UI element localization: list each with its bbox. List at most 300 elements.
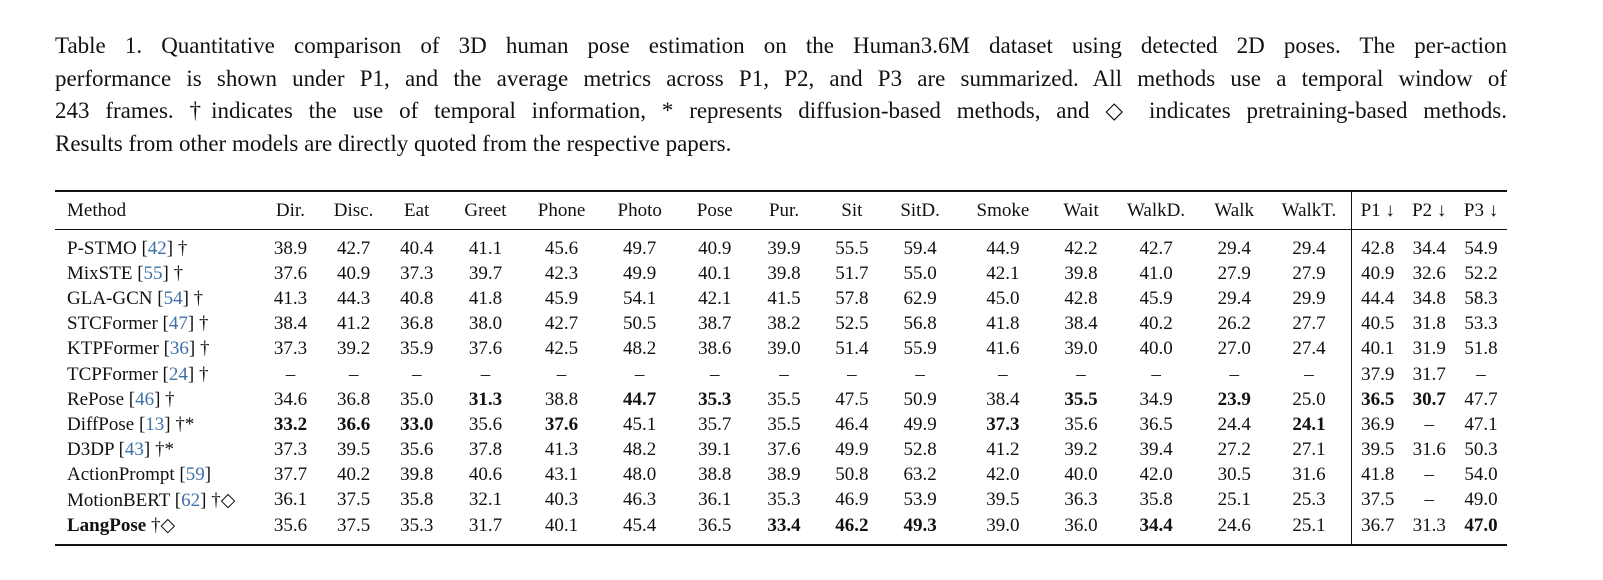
value-cell: 24.4 <box>1217 413 1251 435</box>
value-cell: 37.3 <box>400 262 434 284</box>
value-cell: 47.1 <box>1464 413 1498 435</box>
table-row <box>55 230 1507 262</box>
value-cell: 25.1 <box>1292 514 1326 536</box>
value-cell: 45.0 <box>986 287 1020 309</box>
results-table <box>55 190 1507 546</box>
value-cell: 36.1 <box>273 489 308 511</box>
value-cell: 37.9 <box>1352 362 1404 387</box>
value-cell: 31.6 <box>1292 464 1326 486</box>
value-cell: 49.9 <box>835 439 869 461</box>
method-marker: † <box>168 262 184 284</box>
value-cell: 45.6 <box>544 237 579 259</box>
value-cell: – <box>480 363 491 385</box>
value-cell: 40.4 <box>400 237 434 259</box>
value-cell: 46.2 <box>835 514 869 536</box>
value-cell: 40.2 <box>336 464 371 486</box>
column-header: Sit <box>841 199 863 221</box>
value-cell: 27.2 <box>1217 439 1251 461</box>
value-cell: 34.9 <box>1139 388 1173 410</box>
method-cell: GLA-GCN [54] † <box>67 287 204 309</box>
value-cell: 41.5 <box>767 287 801 309</box>
value-cell: – <box>348 363 359 385</box>
value-cell: 37.6 <box>767 439 801 461</box>
value-cell: 30.7 <box>1412 388 1446 410</box>
value-cell: 57.8 <box>835 287 869 309</box>
value-cell: 36.8 <box>400 313 434 335</box>
method-name: TCPFormer <box>67 363 158 385</box>
method-name: MotionBERT <box>67 489 171 511</box>
table-row <box>55 286 1507 311</box>
value-cell: 40.1 <box>544 514 579 536</box>
value-cell: 33.2 <box>273 413 308 435</box>
caption-line: 243 frames. †indicates the use of temporal information, * represents diffusion-based methods, and ◇ indicates pretraining-based methods. <box>55 98 1507 123</box>
value-cell: 39.5 <box>986 489 1020 511</box>
citation-link[interactable]: 13 <box>145 413 165 435</box>
citation-link[interactable]: 59 <box>185 464 205 486</box>
value-cell: 44.7 <box>623 388 657 410</box>
value-cell: – <box>556 363 567 385</box>
value-cell: 50.5 <box>623 313 657 335</box>
table-row <box>55 513 1507 545</box>
value-cell: 34.4 <box>1139 514 1173 536</box>
method-marker: † <box>195 338 210 360</box>
value-cell: 34.4 <box>1412 237 1446 259</box>
method-cell <box>55 513 259 545</box>
value-cell: 38.6 <box>698 338 732 360</box>
value-cell: 42.1 <box>698 287 732 309</box>
value-cell: 49.3 <box>903 514 937 536</box>
value-cell: 33.4 <box>767 514 801 536</box>
value-cell: 31.7 <box>1412 363 1446 385</box>
value-cell: – <box>1424 489 1434 511</box>
value-cell: 35.5 <box>1064 388 1098 410</box>
value-cell: – <box>1424 464 1434 486</box>
method-cell: STCFormer [47] † <box>67 313 209 335</box>
value-cell: 27.0 <box>1217 338 1251 360</box>
method-name: GLA-GCN <box>67 287 153 309</box>
table-row <box>55 488 1507 513</box>
value-cell: 40.9 <box>336 262 371 284</box>
citation-link[interactable]: 55 <box>143 262 163 284</box>
value-cell: 29.4 <box>1292 237 1326 259</box>
value-cell: 25.1 <box>1217 489 1251 511</box>
value-cell: 41.2 <box>986 439 1020 461</box>
value-cell: 50.3 <box>1464 439 1498 461</box>
value-cell: 36.8 <box>336 388 371 410</box>
value-cell: 47.7 <box>1464 388 1498 410</box>
value-cell: 36.1 <box>698 489 732 511</box>
value-cell: 37.7 <box>273 464 308 486</box>
value-cell: 59.4 <box>903 237 937 259</box>
value-cell: 40.9 <box>698 237 732 259</box>
value-cell: 24.1 <box>1292 413 1326 435</box>
value-cell: 41.8 <box>986 313 1020 335</box>
method-cell: ActionPrompt [59] <box>67 464 212 486</box>
column-header: Pur. <box>768 199 800 221</box>
method-marker: †* <box>150 439 174 461</box>
value-cell: 35.8 <box>400 489 434 511</box>
value-cell: 23.9 <box>1217 388 1251 410</box>
value-cell: 39.0 <box>1064 338 1098 360</box>
value-cell: 27.9 <box>1217 262 1251 284</box>
value-cell: 39.5 <box>336 439 371 461</box>
value-cell: 36.5 <box>1352 387 1404 412</box>
caption-line: Table 1. Quantitative comparison of 3D human pose estimation on the Human3.6M dataset using detected 2D poses. The per-action <box>55 33 1507 58</box>
table-caption <box>55 30 1507 160</box>
value-cell: 49.9 <box>903 413 937 435</box>
value-cell: 43.1 <box>544 464 579 486</box>
column-header: Pose <box>696 199 733 221</box>
value-cell: 38.9 <box>273 237 308 259</box>
value-cell: 34.8 <box>1412 287 1446 309</box>
value-cell: 38.9 <box>767 464 801 486</box>
value-cell: 49.0 <box>1464 489 1498 511</box>
value-cell: 42.7 <box>1139 237 1173 259</box>
method-name: DiffPose <box>67 413 135 435</box>
value-cell: – <box>1476 363 1486 385</box>
value-cell: 45.9 <box>1139 287 1173 309</box>
value-cell: 39.4 <box>1139 439 1173 461</box>
citation-link[interactable]: 24 <box>168 363 188 385</box>
column-header: Wait <box>1063 199 1099 221</box>
column-header: Dir. <box>275 199 305 221</box>
column-header: WalkD. <box>1127 199 1186 221</box>
value-cell: 53.9 <box>903 489 937 511</box>
citation-link[interactable]: 47 <box>168 313 188 335</box>
value-cell: 41.1 <box>468 237 503 259</box>
method-name: ActionPrompt <box>67 464 175 486</box>
value-cell: 26.2 <box>1217 313 1251 335</box>
value-cell: 41.2 <box>336 313 371 335</box>
value-cell: 35.5 <box>767 413 801 435</box>
value-cell: 42.5 <box>544 338 579 360</box>
value-cell: 46.9 <box>835 489 869 511</box>
value-cell: 35.9 <box>400 338 434 360</box>
value-cell: – <box>634 363 645 385</box>
value-cell: 52.5 <box>835 313 869 335</box>
value-cell: 40.8 <box>400 287 434 309</box>
value-cell: 54.1 <box>623 287 657 309</box>
value-cell: 50.9 <box>903 388 937 410</box>
citation-link[interactable]: 43 <box>124 439 144 461</box>
value-cell: 45.4 <box>623 514 657 536</box>
caption-line: Results from other models are directly quoted from the respective papers. <box>55 130 732 156</box>
value-cell: 25.3 <box>1292 489 1326 511</box>
value-cell: 37.3 <box>986 413 1020 435</box>
value-cell: 49.9 <box>623 262 657 284</box>
value-cell: 35.8 <box>1139 489 1173 511</box>
value-cell: 33.0 <box>400 413 434 435</box>
value-cell: 40.1 <box>1352 337 1404 362</box>
table-row <box>55 463 1507 488</box>
value-cell: 42.8 <box>1352 230 1404 262</box>
value-cell: 48.2 <box>623 439 657 461</box>
value-cell: 36.0 <box>1064 514 1098 536</box>
method-name: MixSTE <box>67 262 133 284</box>
value-cell: – <box>1229 363 1239 385</box>
method-cell: MixSTE [55] † <box>67 262 184 284</box>
value-cell: 39.7 <box>468 262 503 284</box>
value-cell: – <box>1304 363 1314 385</box>
value-cell: 36.7 <box>1352 513 1404 545</box>
value-cell: 30.5 <box>1217 464 1251 486</box>
table-row <box>55 387 1507 412</box>
value-cell: – <box>411 363 422 385</box>
method-marker: † <box>160 388 175 410</box>
value-cell: 35.3 <box>767 489 801 511</box>
method-cell: KTPFormer [36] † <box>67 338 210 360</box>
value-cell: 36.6 <box>336 413 371 435</box>
value-cell: 27.9 <box>1292 262 1326 284</box>
value-cell: 42.0 <box>1139 464 1173 486</box>
column-header: Walk <box>1214 199 1254 221</box>
value-cell: 27.1 <box>1292 439 1326 461</box>
method-marker: †* <box>170 413 195 435</box>
value-cell: – <box>915 363 925 385</box>
value-cell: 27.4 <box>1292 338 1326 360</box>
value-cell: 40.1 <box>698 262 732 284</box>
value-cell: 40.3 <box>544 489 579 511</box>
value-cell: 27.7 <box>1292 313 1326 335</box>
value-cell: 40.5 <box>1352 312 1404 337</box>
column-header: WalkT. <box>1281 199 1337 221</box>
method-cell: D3DP [43] †* <box>67 439 174 461</box>
value-cell: 44.9 <box>986 237 1020 259</box>
value-cell: 38.4 <box>986 388 1020 410</box>
value-cell: 31.9 <box>1412 338 1446 360</box>
column-header: Photo <box>617 199 662 221</box>
value-cell: 45.1 <box>623 413 657 435</box>
column-header: Phone <box>537 199 586 221</box>
method-marker: †◇ <box>146 515 176 537</box>
value-cell: 39.5 <box>1352 438 1404 463</box>
table-body <box>55 230 1507 546</box>
value-cell: 40.0 <box>1139 338 1173 360</box>
column-header: P3 ↓ <box>1463 199 1499 221</box>
value-cell: 31.3 <box>1412 514 1446 536</box>
method-cell: RePose [46] † <box>67 388 175 410</box>
value-cell: 56.8 <box>903 313 937 335</box>
value-cell: 35.6 <box>468 413 503 435</box>
value-cell: 42.8 <box>1064 287 1098 309</box>
value-cell: 35.3 <box>400 514 434 536</box>
value-cell: 38.0 <box>468 313 503 335</box>
value-cell: 55.5 <box>835 237 869 259</box>
value-cell: 42.3 <box>544 262 579 284</box>
value-cell: 35.3 <box>698 388 732 410</box>
results-table-container <box>55 190 1507 546</box>
citation-link[interactable]: 46 <box>135 388 155 410</box>
value-cell: 42.1 <box>986 262 1020 284</box>
value-cell: 38.2 <box>767 313 801 335</box>
value-cell: 52.2 <box>1464 262 1498 284</box>
value-cell: 38.4 <box>1064 313 1098 335</box>
method-name: KTPFormer <box>67 338 159 360</box>
value-cell: 37.6 <box>273 262 308 284</box>
value-cell: 41.3 <box>273 287 308 309</box>
table-row <box>55 438 1507 463</box>
value-cell: – <box>1076 363 1086 385</box>
value-cell: 55.9 <box>903 338 937 360</box>
value-cell: 41.8 <box>1352 463 1404 488</box>
method-cell: P-STMO [42] † <box>67 237 188 259</box>
value-cell: 24.6 <box>1217 514 1251 536</box>
value-cell: 29.9 <box>1292 287 1326 309</box>
value-cell: 39.8 <box>1064 262 1098 284</box>
value-cell: 39.0 <box>767 338 801 360</box>
value-cell: 31.8 <box>1412 313 1446 335</box>
method-marker: † <box>188 287 204 309</box>
value-cell: 32.6 <box>1412 262 1446 284</box>
table-row <box>55 362 1507 387</box>
value-cell: 38.8 <box>544 388 579 410</box>
value-cell: – <box>847 363 857 385</box>
method-name: LangPose <box>67 515 147 537</box>
value-cell: 35.6 <box>273 514 308 536</box>
value-cell: 29.4 <box>1217 237 1251 259</box>
value-cell: 41.8 <box>468 287 503 309</box>
value-cell: 40.2 <box>1139 313 1173 335</box>
value-cell: 38.8 <box>698 464 732 486</box>
value-cell: 37.8 <box>468 439 503 461</box>
value-cell: 31.7 <box>468 514 503 536</box>
column-header: P1 ↓ <box>1352 191 1404 230</box>
value-cell: 47.0 <box>1464 514 1498 536</box>
column-header-method: Method <box>67 199 127 221</box>
column-header: P2 ↓ <box>1412 199 1447 221</box>
value-cell: 54.9 <box>1464 237 1498 259</box>
value-cell: 42.2 <box>1064 237 1098 259</box>
value-cell: 55.0 <box>903 262 937 284</box>
value-cell: 35.6 <box>400 439 434 461</box>
value-cell: 47.5 <box>835 388 869 410</box>
value-cell: – <box>1151 363 1161 385</box>
table-row <box>55 261 1507 286</box>
value-cell: 39.2 <box>336 338 371 360</box>
method-marker: † <box>194 313 209 335</box>
method-cell: DiffPose [13] †* <box>67 413 195 435</box>
method-name: RePose <box>67 388 124 410</box>
column-header: Greet <box>464 199 507 221</box>
value-cell: 31.3 <box>468 388 503 410</box>
value-cell: 37.5 <box>336 514 371 536</box>
value-cell: 35.5 <box>767 388 801 410</box>
value-cell: 50.8 <box>835 464 869 486</box>
value-cell: 51.7 <box>835 262 869 284</box>
value-cell: 39.9 <box>767 237 801 259</box>
value-cell: 39.8 <box>767 262 801 284</box>
value-cell: 51.4 <box>835 338 869 360</box>
value-cell: 32.1 <box>468 489 503 511</box>
value-cell: 41.0 <box>1139 262 1173 284</box>
value-cell: 51.8 <box>1464 338 1498 360</box>
value-cell: 52.8 <box>903 439 937 461</box>
value-cell: 36.5 <box>698 514 732 536</box>
value-cell: 37.6 <box>468 338 503 360</box>
value-cell: 40.9 <box>1352 261 1404 286</box>
value-cell: 35.7 <box>698 413 732 435</box>
value-cell: 39.1 <box>698 439 732 461</box>
value-cell: 39.2 <box>1064 439 1098 461</box>
value-cell: 42.7 <box>544 313 579 335</box>
value-cell: 46.4 <box>835 413 869 435</box>
value-cell: – <box>709 363 720 385</box>
method-marker: † <box>173 237 188 259</box>
value-cell: 39.8 <box>400 464 434 486</box>
value-cell: 58.3 <box>1464 287 1498 309</box>
value-cell: 25.0 <box>1292 388 1326 410</box>
method-cell: TCPFormer [24] † <box>67 363 209 385</box>
value-cell: 53.3 <box>1464 313 1498 335</box>
value-cell: 35.6 <box>1064 413 1098 435</box>
value-cell: 48.0 <box>623 464 657 486</box>
value-cell: 37.3 <box>273 439 308 461</box>
column-header: Disc. <box>333 199 374 221</box>
value-cell: 40.0 <box>1064 464 1098 486</box>
value-cell: 49.7 <box>623 237 657 259</box>
value-cell: 39.0 <box>986 514 1020 536</box>
value-cell: 41.3 <box>544 439 579 461</box>
value-cell: 54.0 <box>1464 464 1498 486</box>
value-cell: 44.3 <box>336 287 371 309</box>
method-marker: †◇ <box>206 489 236 511</box>
method-name: D3DP <box>67 439 114 461</box>
value-cell: 46.3 <box>623 489 657 511</box>
value-cell: 45.9 <box>544 287 579 309</box>
value-cell: 38.4 <box>273 313 308 335</box>
value-cell: 29.4 <box>1217 287 1251 309</box>
value-cell: 37.6 <box>544 413 579 435</box>
value-cell: 63.2 <box>903 464 937 486</box>
method-name: STCFormer <box>67 313 158 335</box>
method-cell: MotionBERT [62] †◇ <box>67 489 236 511</box>
column-header: Smoke <box>976 199 1030 221</box>
citation-link[interactable]: 54 <box>163 287 183 309</box>
method-marker: † <box>194 363 209 385</box>
value-cell: – <box>779 363 789 385</box>
value-cell: 38.7 <box>698 313 732 335</box>
method-name: P-STMO <box>67 237 137 259</box>
value-cell: 48.2 <box>623 338 657 360</box>
value-cell: 37.5 <box>1352 488 1404 513</box>
value-cell: 36.5 <box>1139 413 1173 435</box>
citation-link[interactable]: 62 <box>181 489 201 511</box>
table-row <box>55 312 1507 337</box>
value-cell: 44.4 <box>1352 286 1404 311</box>
value-cell: 36.3 <box>1064 489 1098 511</box>
value-cell: 42.7 <box>336 237 371 259</box>
value-cell: – <box>285 363 296 385</box>
value-cell: 34.6 <box>273 388 308 410</box>
value-cell: – <box>1424 413 1434 435</box>
caption-line: performance is shown under P1, and the average metrics across P1, P2, and P3 are summarized. All methods use a temporal window of <box>55 65 1507 91</box>
value-cell: 37.5 <box>336 489 371 511</box>
table-row <box>55 337 1507 362</box>
column-header: Eat <box>404 199 430 221</box>
citation-link[interactable]: 36 <box>169 338 189 360</box>
value-cell: 35.0 <box>400 388 434 410</box>
citation-link[interactable]: 42 <box>147 237 167 259</box>
value-cell: 41.6 <box>986 338 1020 360</box>
value-cell: 37.3 <box>273 338 308 360</box>
value-cell: 42.0 <box>986 464 1020 486</box>
column-header: SitD. <box>900 199 940 221</box>
value-cell: 40.6 <box>468 464 503 486</box>
table-header-row <box>55 191 1507 230</box>
value-cell: – <box>998 363 1008 385</box>
value-cell: 36.9 <box>1352 412 1404 437</box>
table-row <box>55 412 1507 437</box>
